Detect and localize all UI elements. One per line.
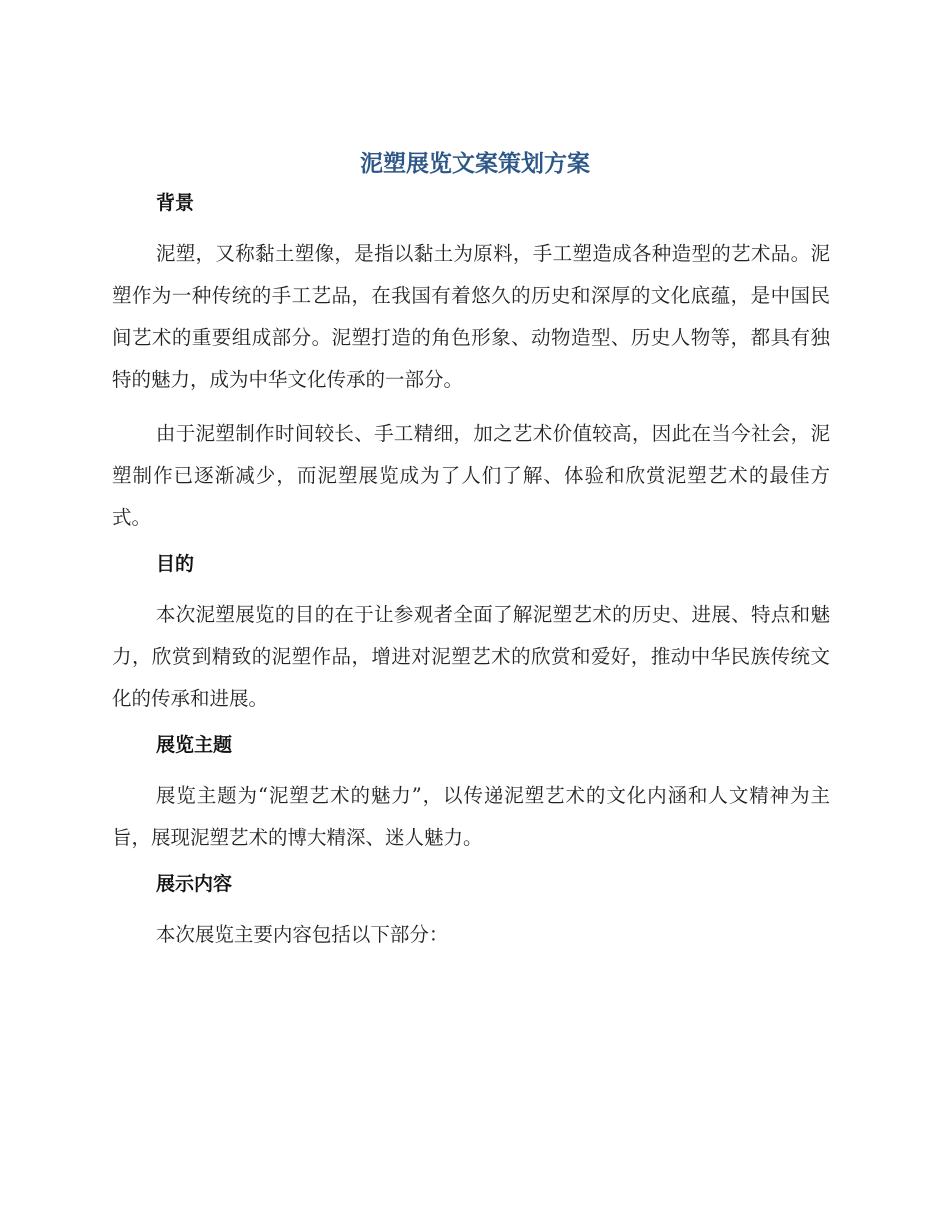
section-theme bbox=[112, 730, 830, 859]
paragraph: 泥塑，又称黏土塑像，是指以黏土为原料，手工塑造成各种造型的艺术品。泥塑作为一种传统的手工艺品，在我国有着悠久的历史和深厚的文化底蕴，是中国民间艺术的重要组成部分。泥塑打造的角色形象、动物造型、历史人物等，都具有独特的魅力，成为中华文化传承的一部分。 bbox=[112, 242, 830, 391]
paragraph: 由于泥塑制作时间较长、手工精细，加之艺术价值较高，因此在当今社会，泥塑制作已逐渐减少，而泥塑展览成为了人们了解、体验和欣赏泥塑艺术的最佳方式。 bbox=[112, 422, 830, 529]
paragraph: 本次展览主要内容包括以下部分： bbox=[155, 923, 449, 946]
section-background bbox=[112, 188, 830, 539]
section-heading-background: 背景 bbox=[156, 192, 195, 214]
section-purpose bbox=[112, 549, 830, 720]
paragraph: 本次泥塑展览的目的在于让参观者全面了解泥塑艺术的历史、进展、特点和魅力，欣赏到精致的泥塑作品，增进对泥塑艺术的欣赏和爱好，推动中华民族传统文化的传承和进展。 bbox=[112, 603, 830, 710]
section-content bbox=[112, 869, 830, 956]
paragraph: 展览主题为“泥塑艺术的魅力”，以传递泥塑艺术的文化内涵和人文精神为主旨，展现泥塑艺术的博大精深、迷人魅力。 bbox=[112, 784, 830, 849]
section-heading-theme: 展览主题 bbox=[156, 734, 233, 756]
section-heading-purpose: 目的 bbox=[156, 553, 195, 575]
document-title: 泥塑展览文案策划方案 bbox=[360, 151, 590, 177]
section-heading-content: 展示内容 bbox=[156, 873, 233, 895]
document-body bbox=[112, 188, 830, 956]
